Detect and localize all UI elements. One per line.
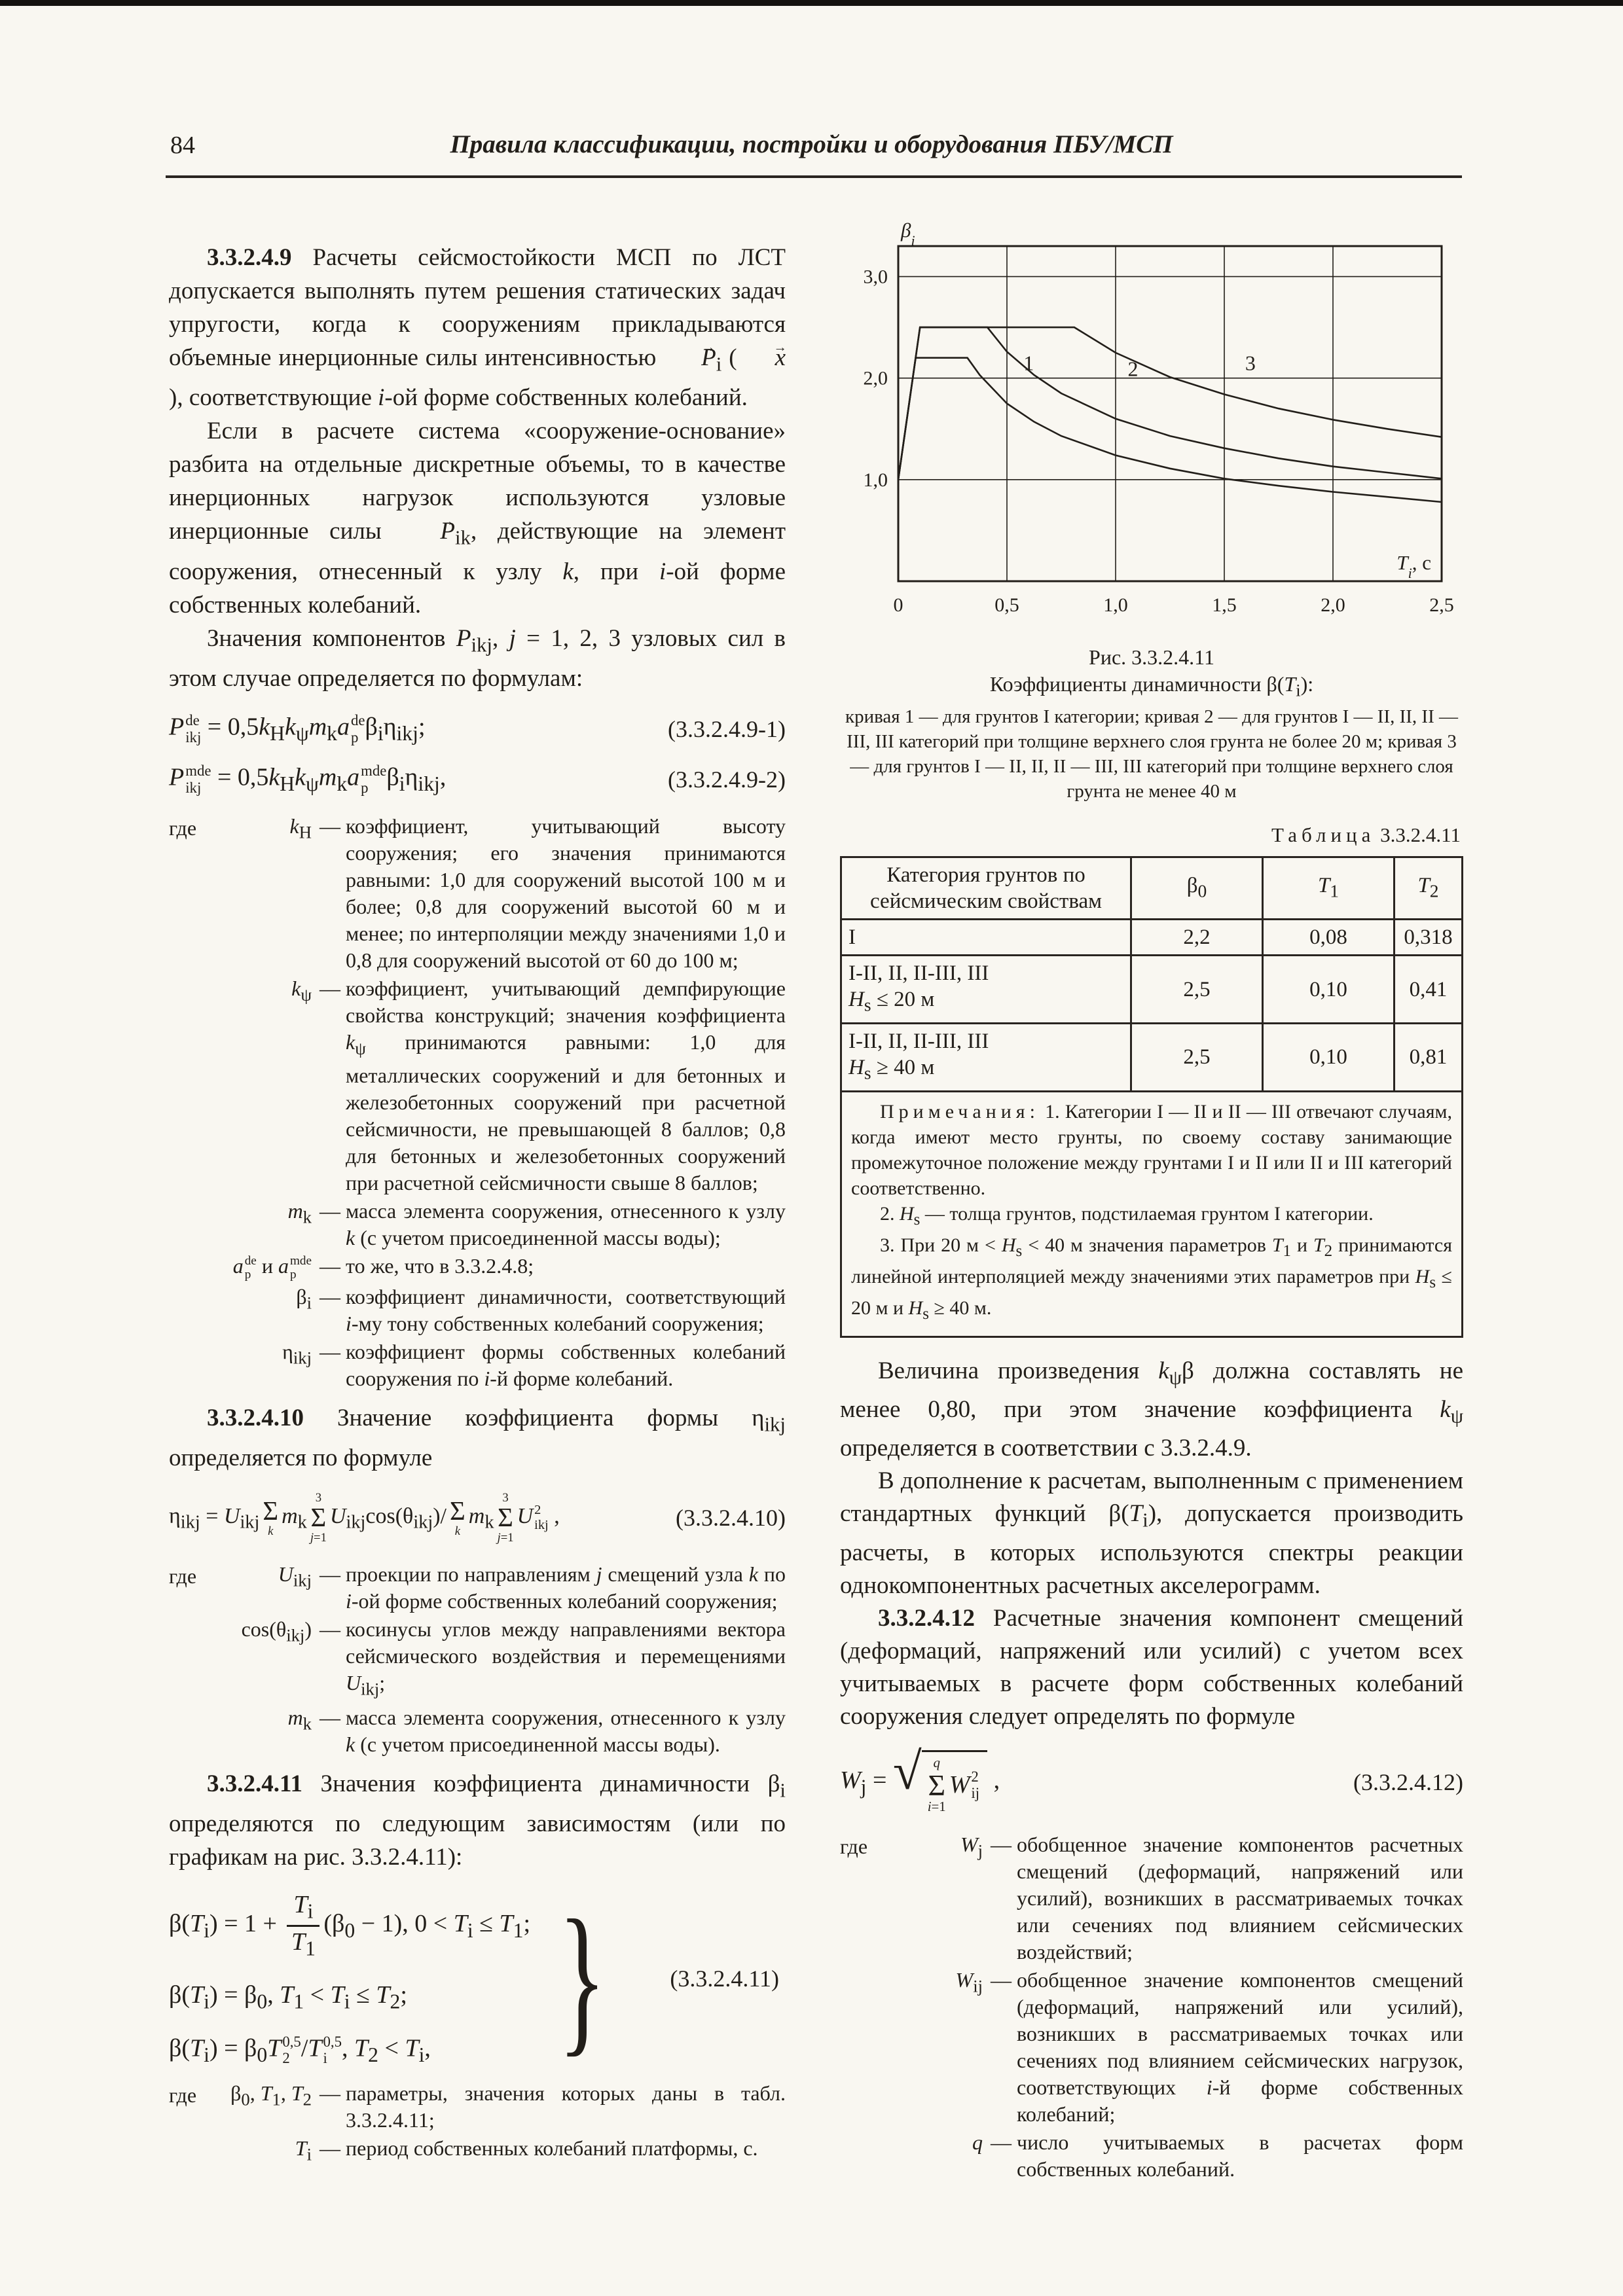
y-tick-label: 3,0: [863, 266, 888, 288]
curve-label-3: 3: [1245, 351, 1256, 375]
paragraph-3-3-2-4-10: 3.3.2.4.10 Значение коэффициента формы $\eta_{ikj}$ определяется по формуле: [169, 1404, 786, 1472]
definition-term: $\beta_i$: [296, 1284, 312, 1313]
definition-text: коэффициент динамичности, соответствующий i-му тону собственных колебаний сооружения;: [346, 1284, 786, 1335]
page-number: 84: [170, 132, 195, 159]
definition-text: коэффициент, учитывающий демпфирующие свойства конструкций; значения коэффициента $k_\psi$ принимаются равными: 1,0 для металлических сооружений и для бетонных и железобетонных сооружений при расчетной сейсмичности, не превышающей 8 баллов; 0,8 для бетонных и железобетонных сооружений при расчетной сейсмичности свыше 8 баллов;: [346, 977, 786, 1194]
x-tick-label: 0: [893, 594, 903, 616]
equation-body: $W_j$ = √ q Σ i=1 W 2 ij ,: [840, 1742, 1000, 1815]
definition-term: $k_\psi$: [291, 977, 312, 1005]
cell-t1: 0,08: [1263, 920, 1395, 956]
definition-row: [169, 813, 786, 974]
system-lines: [169, 1891, 530, 2067]
system-line: $\beta(T_i) = 1$ + $\frac{T_i}{T_1}$ $(\beta_0 - 1)$, $0 < T_i \le T_1$;: [169, 1891, 531, 1960]
definition-row: [169, 1198, 786, 1251]
system-brace: }: [558, 1886, 606, 2072]
definition-text: обобщенное значение компонентов расчетных смещений (деформаций, напряжений или усилий), возникших в рассматриваемых точках или сечениях под влиянием сейсмических воздействий;: [1017, 1833, 1463, 1964]
where-label: где: [169, 816, 197, 840]
paragraph-3-3-2-4-9: 3.3.2.4.9 Расчеты сейсмостойкости МСП по ЛСТ допускается выполнять путем решения статических задач упругости, когда к сооружениям прикладываются объемные инерционные силы интенсивностью $P \to_i$ ( x →), соответствующие i-ой форме собственных колебаний.: [169, 241, 786, 414]
definition-dash: —: [319, 1617, 340, 1641]
paragraph-discrete-volumes: Если в расчете система «сооружение-основание» разбита на отдельные дискретные объемы, то в качестве инерционных нагрузок используются узловые инерционные силы $P \to_{ik}$, действующие на элемент сооружения, отнесенный к узлу k, при i-ой форме собственных колебаний.: [169, 414, 786, 621]
definition-term: $m_k$: [287, 1705, 312, 1734]
definition-text: масса элемента сооружения, отнесенного к узлу k (с учетом присоединенной массы воды).: [346, 1705, 786, 1756]
definition-row: [169, 1616, 786, 1702]
running-header-title: Правила классификации, постройки и оборудования ПБУ/МСП: [450, 130, 1173, 158]
table-row: [841, 1023, 1463, 1091]
definitions-list-1: [169, 813, 786, 1392]
definition-row: [169, 2080, 786, 2134]
table-notes: [840, 1092, 1463, 1338]
note-item: Примечания: 1. Категории I — II и II — III отвечают случаям, когда имеют место грунты, по своему составу занимающие промежуточное положение между грунтами I и II или II и III категорий соответственно.: [851, 1100, 1452, 1199]
definition-dash: —: [319, 1198, 340, 1223]
definition-dash: —: [991, 2130, 1012, 2155]
definition-term: $\eta_{ikj}$: [282, 1339, 312, 1368]
definition-dash: —: [319, 1562, 340, 1587]
definition-term: a de p и a mde p: [232, 1253, 312, 1282]
scan-edge: [0, 0, 1623, 6]
paragraph-3-3-2-4-11: 3.3.2.4.11 Значения коэффициента динамичности $\beta_i$ определяются по следующим зависимостям (или по графикам на рис. 3.3.2.4.11):: [169, 1770, 786, 1871]
definition-term: $k_H$: [289, 814, 312, 842]
equation-3-3-2-4-10: [169, 1492, 786, 1544]
definition-row: [840, 2129, 1463, 2183]
equation-3-3-2-4-12: [840, 1742, 1463, 1815]
system-line: $\beta(T_i) = \beta_0T$ 0,5 2 /T 0,5 i , $T_2 < T_i$,: [169, 2033, 431, 2067]
definition-term: $T_i$: [295, 2136, 312, 2164]
cell-category: I-II, II, II-III, III $H_s \le 20$ м: [841, 956, 1131, 1024]
where-label: где: [169, 2083, 197, 2107]
cell-t2: 0,41: [1395, 956, 1463, 1024]
where-label: где: [840, 1835, 868, 1859]
definition-row: [169, 1283, 786, 1337]
right-column: [840, 217, 1463, 2192]
header-t1: $T_1$: [1263, 857, 1395, 920]
curve-label-1: 1: [1023, 351, 1034, 375]
curve-3: [898, 327, 1442, 480]
equation-number: (3.3.2.4.12): [1353, 1768, 1463, 1795]
definitions-list-2: [169, 1561, 786, 1757]
definition-row: [169, 2135, 786, 2168]
definition-dash: —: [319, 1339, 340, 1363]
definition-term: $\cos(\theta_{ikj})$: [241, 1617, 312, 1645]
definition-dash: —: [991, 1968, 1012, 1992]
definition-row: [840, 1831, 1463, 1965]
table-label: Таблица 3.3.2.4.11: [1271, 823, 1461, 847]
definition-row: [169, 975, 786, 1196]
header-category: Категория грунтов по сейсмическим свойствам: [841, 857, 1131, 920]
definition-term: q: [972, 2130, 983, 2155]
equation-number: (3.3.2.4.9-1): [668, 715, 786, 742]
paragraph-spectra: В дополнение к расчетам, выполненным с применением стандартных функций $\beta(T_i)$, допускается производить расчеты, в которых используются спектры реакции однокомпонентных расчетных акселерограмм.: [840, 1467, 1463, 1599]
dynamics-chart: [841, 217, 1463, 636]
cell-beta0: 2,5: [1131, 956, 1263, 1024]
definition-text: число учитываемых в расчетах форм собственных колебаний.: [1017, 2130, 1463, 2181]
system-line: $\beta(T_i) = \beta_0$, $T_1 < T_i \le T_2$;: [169, 1981, 407, 2013]
figure-number: Рис. 3.3.2.4.11: [1089, 645, 1214, 669]
x-tick-label: 1,5: [1212, 594, 1237, 616]
equation-3-3-2-4-9-1: [169, 712, 786, 745]
table-head: [841, 857, 1463, 920]
definitions-list-4: [840, 1831, 1463, 2183]
cell-beta0: 2,5: [1131, 1023, 1263, 1091]
definition-dash: —: [319, 1284, 340, 1308]
x-tick-label: 2,0: [1321, 594, 1345, 616]
definition-dash: —: [319, 1253, 340, 1278]
header-t2: $T_2$: [1395, 857, 1463, 920]
table-header-row: [841, 857, 1463, 920]
definition-text: период собственных колебаний платформы, с.: [346, 2136, 758, 2160]
paragraph-components: Значения компонентов $P_{ikj}$, j = 1, 2, 3 узловых сил в этом случае определяется по формулам:: [169, 624, 786, 692]
equation-3-3-2-4-9-2: [169, 762, 786, 796]
definition-term: $U_{ikj}$: [278, 1562, 312, 1590]
curve-label-2: 2: [1127, 357, 1139, 381]
definition-term: $W_{ij}$: [955, 1968, 983, 1996]
curve-2: [898, 327, 1442, 480]
x-axis-title: $T_i$, с: [1396, 551, 1431, 581]
x-tick-label: 2,5: [1429, 594, 1454, 616]
definition-text: масса элемента сооружения, отнесенного к узлу k (с учетом присоединенной массы воды);: [346, 1198, 786, 1249]
definition-row: [169, 1338, 786, 1392]
definition-dash: —: [319, 2081, 340, 2105]
definition-text: параметры, значения которых даны в табл. 3.3.2.4.11;: [346, 2081, 786, 2132]
equation-system-3-3-2-4-11: [169, 1886, 786, 2072]
paragraph-kpsi-beta: Величина произведения $k_\psi\beta$ должна составлять не менее 0,80, при этом значение коэффициента $k_\psi$ определяется в соответствии с 3.3.2.4.9.: [840, 1357, 1463, 1462]
y-tick-label: 2,0: [863, 367, 888, 389]
cell-t1: 0,10: [1263, 1023, 1395, 1091]
note-item: 2. $H_s$ — толща грунтов, подстилаемая грунтом I категории.: [880, 1202, 1374, 1229]
definition-text: косинусы углов между направлениями вектора сейсмического воздействия и перемещениями $U_{ikj}$;: [346, 1617, 786, 1699]
equation-number: (3.3.2.4.10): [676, 1505, 786, 1532]
curve-1: [898, 358, 1442, 502]
equation-number: (3.3.2.4.9-2): [668, 766, 786, 793]
figure-title: Коэффициенты динамичности $\beta(T_i)$:: [989, 672, 1314, 700]
header-beta0: $\beta_0$: [1131, 857, 1263, 920]
cell-t2: 0,81: [1395, 1023, 1463, 1091]
table-row: [841, 956, 1463, 1024]
x-tick-label: 1,0: [1103, 594, 1128, 616]
grounds-table: [840, 856, 1463, 1092]
definition-row: [169, 1704, 786, 1758]
equation-number: (3.3.2.4.11): [670, 1965, 779, 1992]
cell-t2: 0,318: [1395, 920, 1463, 956]
y-axis-title: $\beta_i$: [901, 219, 915, 249]
definition-term: $\beta_0$, $T_1$, $T_2$: [230, 2081, 312, 2109]
definition-row: [169, 1561, 786, 1615]
definition-text: то же, что в 3.3.2.4.8;: [346, 1253, 534, 1278]
definition-dash: —: [319, 1705, 340, 1729]
cell-t1: 0,10: [1263, 956, 1395, 1024]
definition-text: коэффициент, учитывающий высоту сооружения; его значения принимаются равными: 1,0 для сооружений высотой 100 м и более; 0,8 для сооружений высотой 60 м и менее; по интерполяции между значениями 1,0 и 0,8 для сооружений высотой от 60 до 100 м;: [346, 814, 786, 973]
cell-category: I-II, II, II-III, III $H_s \ge 40$ м: [841, 1023, 1131, 1091]
definition-term: $m_k$: [287, 1198, 312, 1227]
figure-caption: кривая 1 — для грунтов I категории; кривая 2 — для грунтов I — II, II, II — III, III категорий при толщине верхнего слоя грунта не более 20 м; кривая 3 — для грунтов I — II, II, II — III, III категорий при толщине верхнего слоя грунта не менее 40 м: [845, 706, 1458, 802]
equation-body: P mde ikj = $0,5k_Hk_\psi m_ka$ mde p $\beta_i\eta_{ikj}$,: [169, 762, 447, 796]
equation-body: P de ikj = $0,5k_Hk_\psi m_ka$ de p $\beta_i\eta_{ikj}$;: [169, 712, 426, 745]
definition-dash: —: [319, 814, 340, 838]
y-tick-label: 1,0: [863, 469, 888, 491]
left-column: [169, 241, 786, 2177]
equation-body: $\eta_{ikj} = U_{ikj}$ Σ k $m_k$ 3 Σ j=1 $U_{ikj}\cos(\theta_{ikj})/$ Σ k $m_k$ 3 Σ j=1 U 2 ikj ,: [169, 1491, 560, 1545]
definition-row: [169, 1253, 786, 1282]
definition-text: обобщенное значение компонентов смещений (деформаций, напряжений или усилий), возникших в рассматриваемых точках или сечениях под влиянием сейсмических нагрузок, соответствующих i-й форме собственных колебаний;: [1017, 1968, 1464, 2126]
definition-text: проекции по направлениям j смещений узла k по i-ой форме собственных колебаний сооружения;: [346, 1562, 786, 1613]
plot-border: [898, 246, 1442, 581]
paragraph-3-3-2-4-12: 3.3.2.4.12 Расчетные значения компонент смещений (деформаций, напряжений или усилий) с учетом всех учитываемых в расчете форм собственных колебаний сооружения следует определять по формуле: [840, 1604, 1463, 1730]
note-item: 3. При 20 $м < H_s < 40$ м значения параметров $T_1$ и $T_2$ принимаются линейной интерполяцией между значениями этих параметров при $H_s \le 20$ м и $H_s \ge 40$ м.: [851, 1234, 1453, 1323]
x-tick-label: 0,5: [994, 594, 1019, 616]
table-row: [841, 920, 1463, 956]
cell-category: I: [841, 920, 1131, 956]
definitions-list-3: [169, 2080, 786, 2168]
cell-beta0: 2,2: [1131, 920, 1263, 956]
definition-term: $W_j$: [960, 1833, 983, 1861]
definition-row: [840, 1967, 1463, 2128]
where-label: где: [169, 1564, 197, 1588]
header-rule: [166, 175, 1462, 178]
definition-text: коэффициент формы собственных колебаний сооружения по i-й форме колебаний.: [346, 1339, 786, 1390]
definition-dash: —: [991, 1833, 1012, 1857]
definition-dash: —: [319, 977, 340, 1001]
definition-dash: —: [319, 2136, 340, 2160]
table-body: [841, 920, 1463, 1091]
